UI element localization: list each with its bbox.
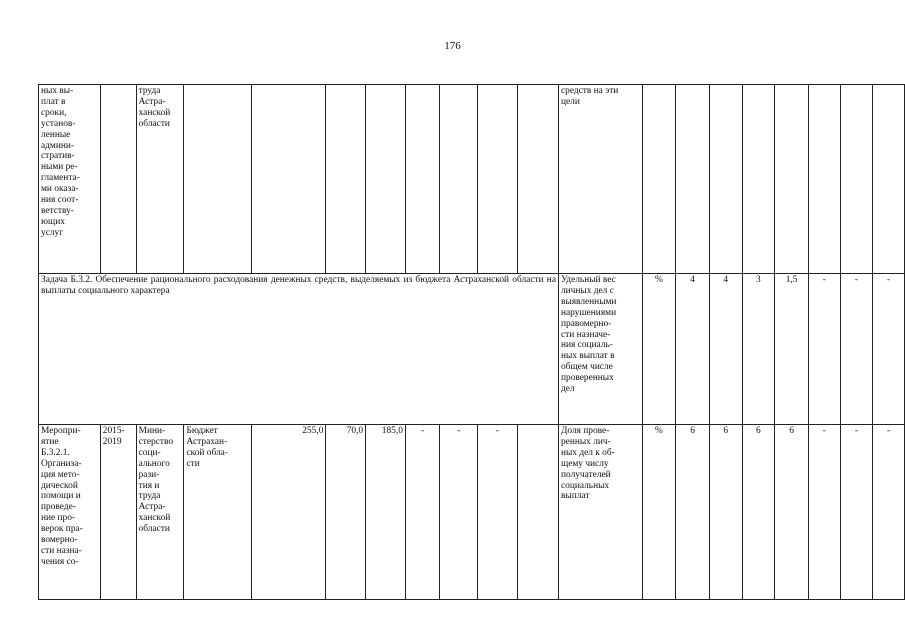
value-cell: - — [808, 274, 840, 425]
table-cell: - — [873, 425, 905, 600]
table-cell: - — [478, 425, 518, 600]
table-cell — [873, 85, 905, 274]
table-row — [39, 425, 905, 600]
table-cell — [517, 425, 558, 600]
table-cell: % — [642, 425, 676, 600]
table-cell: 70,0 — [326, 425, 366, 600]
task-heading: Задача Б.3.2. Обеспечение рационального расходования денежных средств, выделяемых из бюджета Астраханской области на выплаты социального характера — [39, 274, 559, 425]
table-cell — [366, 85, 406, 274]
table-cell — [775, 85, 809, 274]
table-cell — [478, 85, 518, 274]
value-cell: 1,5 — [775, 274, 809, 425]
table-cell — [676, 85, 710, 274]
value-cell: - — [840, 274, 873, 425]
indicator-cell: Удельный вес личных дел с выявленными нарушениями правомерно- сти назначе- ния социаль- ных выплат в общем числе проверенных дел — [558, 274, 642, 425]
table-cell: 255,0 — [252, 425, 326, 600]
table-cell: Меропри- ятие Б.3.2.1. Организа- ция мето- дической помощи и проведе- ние про- верок пра- вомерно- сти назна- чения со- — [39, 425, 101, 600]
table-cell — [642, 85, 676, 274]
table-cell: - — [440, 425, 478, 600]
table-cell: Бюджет Астрахан- ской обла- сти — [184, 425, 252, 600]
table-cell: 6 — [676, 425, 710, 600]
table-cell: средств на эти цели — [558, 85, 642, 274]
table-cell — [709, 85, 742, 274]
table-cell: ных вы- плат в сроки, установ- ленные админи- стратив- ными ре- гламента- ми оказа- ния соот- ветству- ющих услуг — [39, 85, 101, 274]
table-cell: 6 — [775, 425, 809, 600]
page-number: 176 — [444, 40, 461, 52]
table-cell — [517, 85, 558, 274]
table-cell — [808, 85, 840, 274]
table-cell — [326, 85, 366, 274]
table-cell: Мини- стерство соци- ального рази- тия и труда Астра- ханской области — [136, 425, 184, 600]
value-cell: 4 — [676, 274, 710, 425]
table-row — [39, 274, 905, 425]
table-cell: 6 — [742, 425, 775, 600]
value-cell: 3 — [742, 274, 775, 425]
table-cell — [100, 85, 136, 274]
table-cell — [840, 85, 873, 274]
program-table — [38, 84, 905, 600]
value-cell: - — [873, 274, 905, 425]
table-cell: 185,0 — [366, 425, 406, 600]
table-cell: - — [840, 425, 873, 600]
table-cell: 2015- 2019 — [100, 425, 136, 600]
table-cell: Доля прове- ренных лич- ных дел к об- щему числу получателей социальных выплат — [558, 425, 642, 600]
table-cell: 6 — [709, 425, 742, 600]
table-cell: - — [405, 425, 440, 600]
table-cell: труда Астра- ханской области — [136, 85, 184, 274]
table-cell — [252, 85, 326, 274]
table-row — [39, 85, 905, 274]
value-cell: 4 — [709, 274, 742, 425]
table-cell — [440, 85, 478, 274]
table-cell — [742, 85, 775, 274]
unit-cell: % — [642, 274, 676, 425]
table-cell — [405, 85, 440, 274]
table-cell — [184, 85, 252, 274]
table-cell: - — [808, 425, 840, 600]
